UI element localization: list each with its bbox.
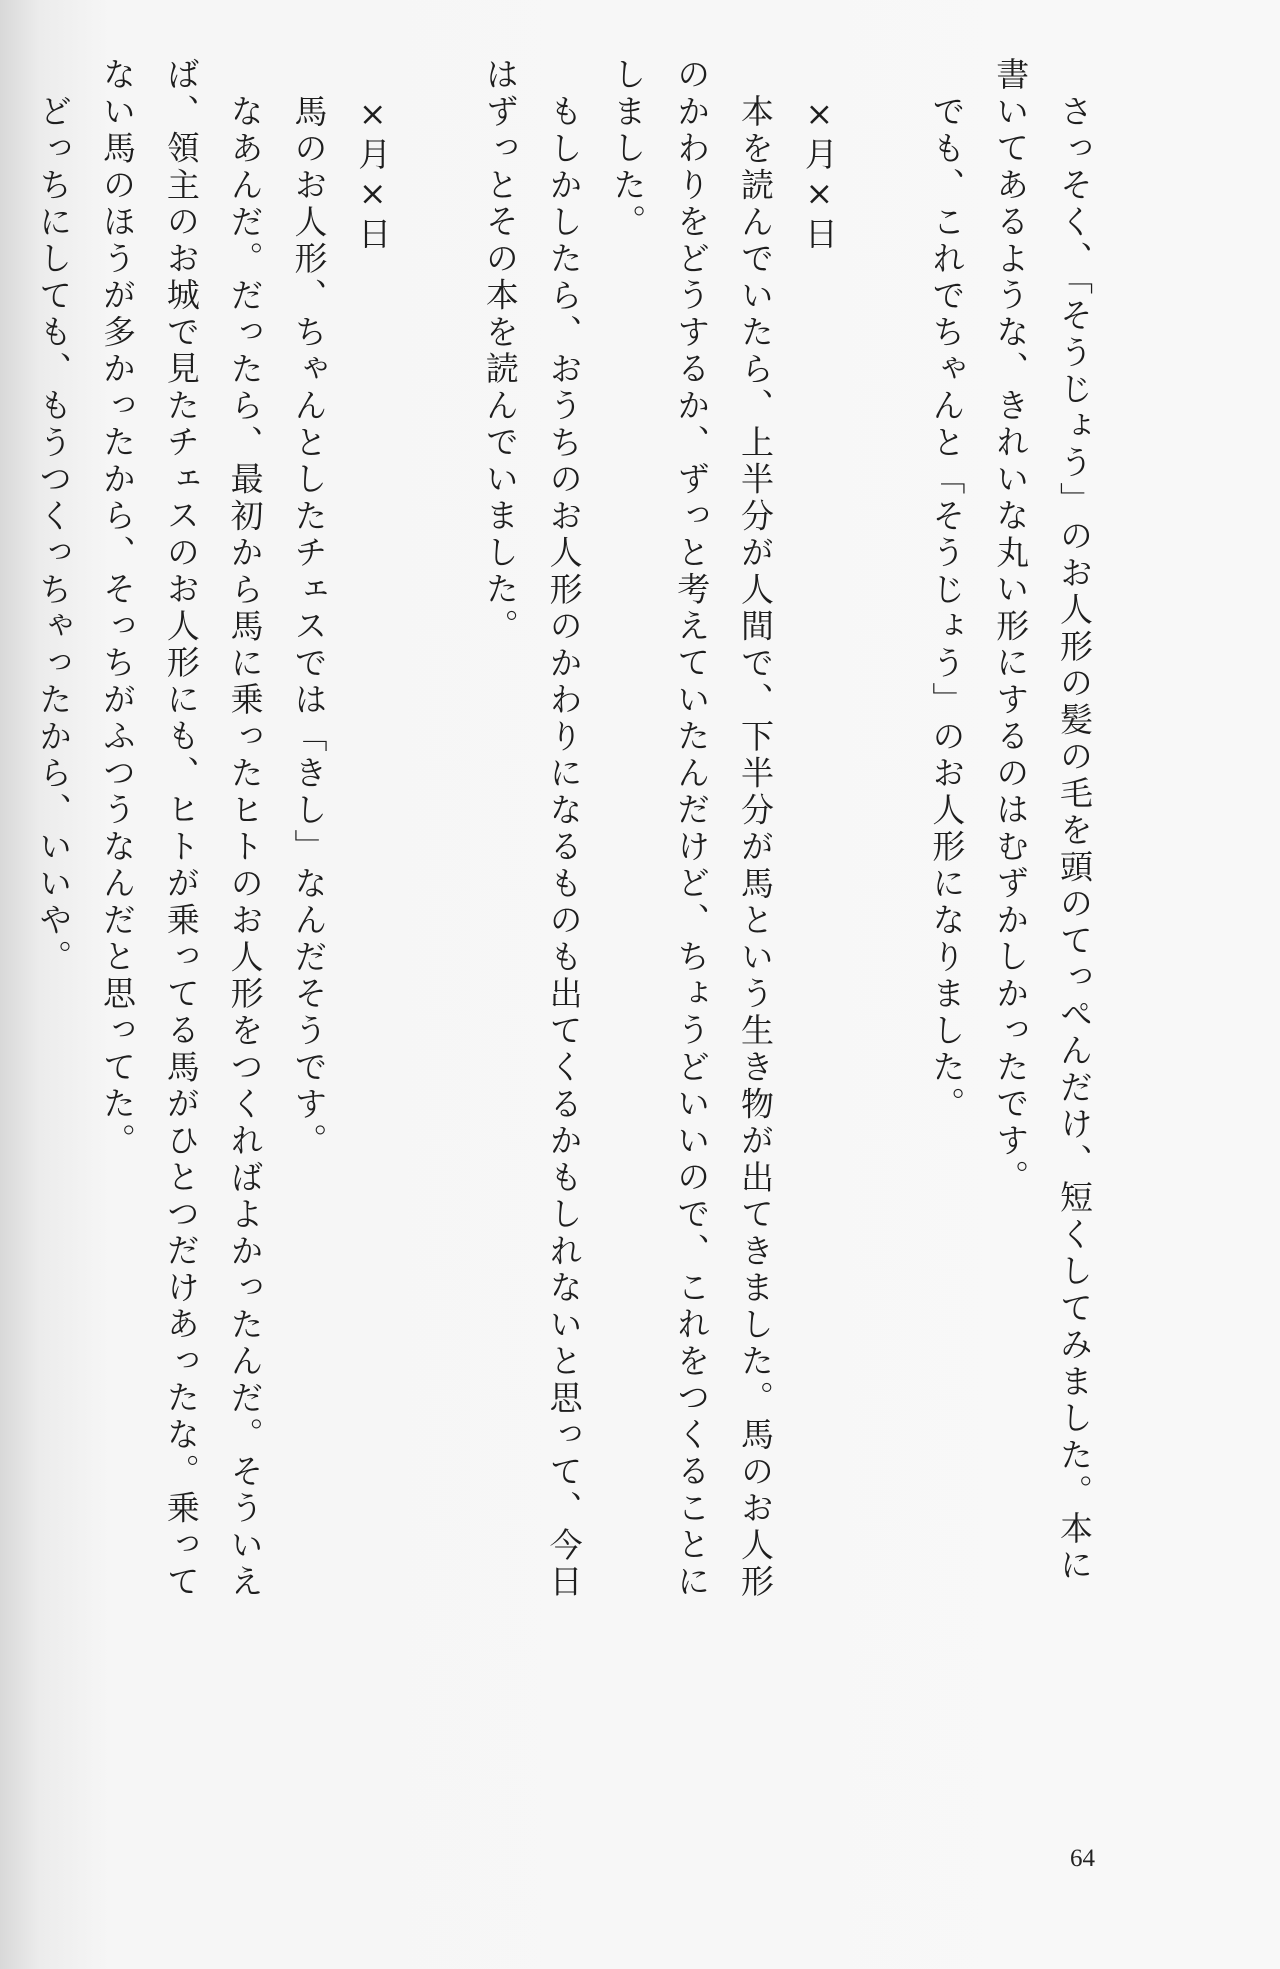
text-line: どっちにしても、もうつくっちゃったから、いいや。 xyxy=(34,93,74,976)
text-line: ば、領主のお城で見たチェスのお人形にも、ヒトが乗ってる馬がひとつだけあったな。乗って xyxy=(161,57,201,1601)
text-line: なあんだ。だったら、最初から馬に乗ったヒトのお人形をつくればよかったんだ。そういえ xyxy=(225,93,265,1601)
text-line: 書いてあるような、きれいな丸い形にするのはむずかしかったです。 xyxy=(991,57,1031,1197)
blank-line xyxy=(851,57,915,1577)
diary-date-heading: ×月×日 xyxy=(799,93,839,253)
text-line: ない馬のほうが多かったから、そっちがふつうなんだと思ってた。 xyxy=(98,57,138,1160)
text-line: のかわりをどうするか、ずっと考えていたんだけど、ちょうどいいので、これをつくることに xyxy=(672,57,712,1601)
text-line: はずっとその本を読んでいました。 xyxy=(480,57,520,645)
text-line: さっそく、「そうじょう」のお人形の髪の毛を頭のてっぺんだけ、短くしてみました。本に xyxy=(1055,93,1094,1584)
text-line: でも、これでちゃんと「そうじょう」のお人形になりました。 xyxy=(927,93,967,1123)
blank-line xyxy=(404,57,468,1577)
text-line: 本を読んでいたら、上半分が人間で、下半分が馬という生き物が出てきました。馬のお人形 xyxy=(736,93,776,1601)
text-line: もしかしたら、おうちのお人形のかわりになるものも出てくるかもしれないと思って、今日 xyxy=(544,93,584,1601)
text-line: しました。 xyxy=(608,57,648,241)
diary-date-heading: ×月×日 xyxy=(353,93,393,253)
vertical-body-text xyxy=(21,57,1106,1601)
text-line: 馬のお人形、ちゃんとしたチェスでは「きし」なんだそうです。 xyxy=(289,93,329,1160)
page-number: 64 xyxy=(1070,1845,1095,1872)
